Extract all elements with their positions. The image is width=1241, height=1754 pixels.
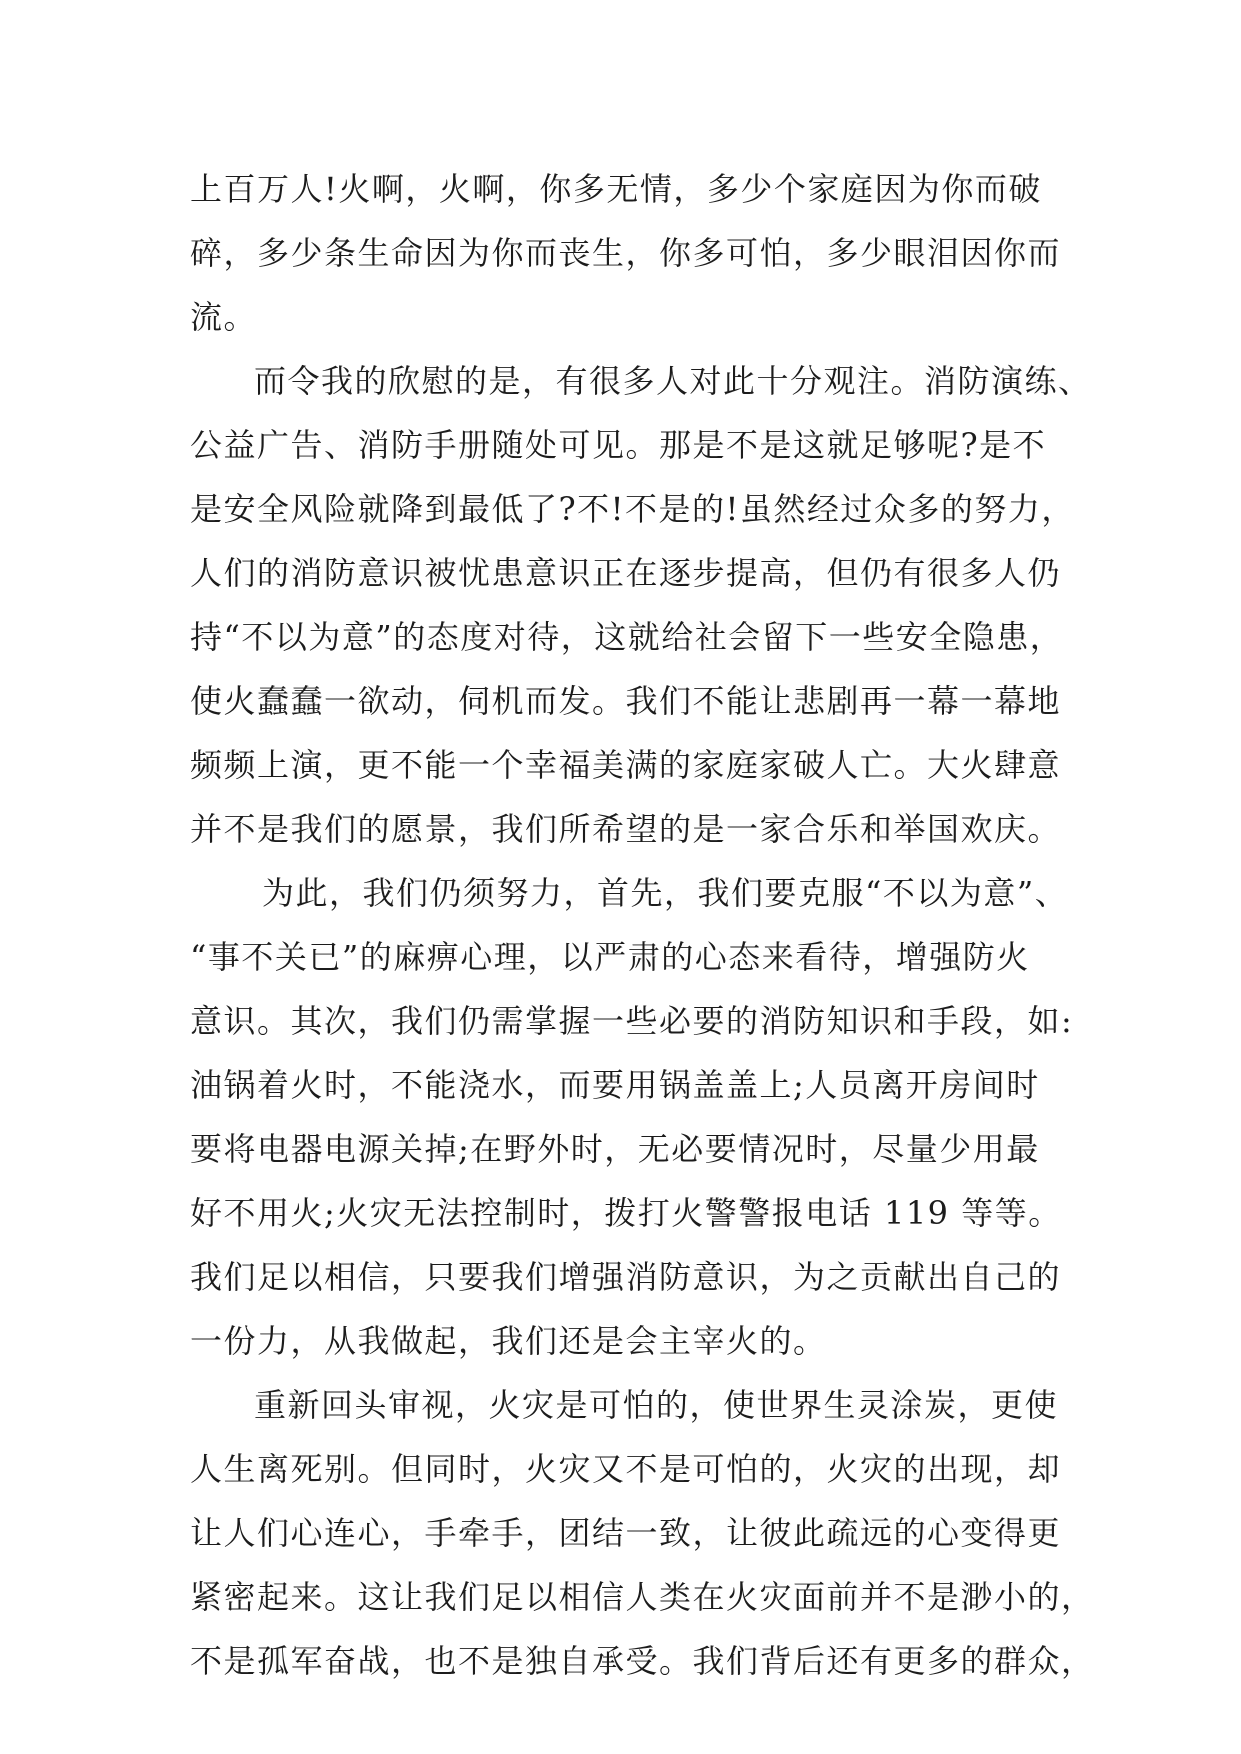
text-line: “事不关已”的麻痹心理，以严肃的心态来看待，增强防火 — [190, 938, 1030, 976]
text-line: 好不用火;火灾无法控制时，拨打火警警报电话 119 等等。 — [190, 1194, 1062, 1232]
text-line: 而令我的欣慰的是，有很多人对此十分观注。消防演练、 — [254, 362, 1092, 400]
text-line: 让人们心连心，手牵手，团结一致，让彼此疏远的心变得更 — [190, 1514, 1062, 1552]
text-line: 公益广告、消防手册随处可见。那是不是这就足够呢?是不 — [190, 426, 1047, 464]
text-line: 不是孤军奋战，也不是独自承受。我们背后还有更多的群众， — [190, 1642, 1095, 1680]
text-line: 紧密起来。这让我们足以相信人类在火灾面前并不是渺小的， — [190, 1578, 1095, 1616]
text-line: 频频上演，更不能一个幸福美满的家庭家破人亡。大火肆意 — [190, 746, 1062, 784]
text-line: 意识。其次，我们仍需掌握一些必要的消防知识和手段，如: — [190, 1002, 1074, 1040]
paragraph-2 — [190, 349, 1092, 861]
text-line: 油锅着火时，不能浇水，而要用锅盖盖上;人员离开房间时 — [190, 1066, 1040, 1104]
text-line: 并不是我们的愿景，我们所希望的是一家合乐和举国欢庆。 — [190, 810, 1062, 848]
text-line: 人生离死别。但同时，火灾又不是可怕的，火灾的出现，却 — [190, 1450, 1062, 1488]
text-line: 人们的消防意识被忧患意识正在逐步提高，但仍有很多人仍 — [190, 554, 1062, 592]
text-line: 我们足以相信，只要我们增强消防意识，为之贡献出自己的 — [190, 1258, 1062, 1296]
text-line: 碎，多少条生命因为你而丧生，你多可怕，多少眼泪因你而 — [190, 234, 1062, 272]
text-line: 是安全风险就降到最低了?不!不是的!虽然经过众多的努力， — [190, 490, 1075, 528]
paragraph-4 — [190, 1373, 1095, 1693]
text-line: 重新回头审视，火灾是可怕的，使世界生灵涂炭，更使 — [254, 1386, 1059, 1424]
text-line: 上百万人!火啊，火啊，你多无情，多少个家庭因为你而破 — [190, 170, 1042, 208]
text-line: 流。 — [190, 298, 258, 336]
text-line: 要将电器电源关掉;在野外时，无必要情况时，尽量少用最 — [190, 1130, 1040, 1168]
text-line: 为此，我们仍须努力，首先，我们要克服“不以为意”、 — [262, 874, 1069, 912]
text-line: 使火蠢蠢一欲动，伺机而发。我们不能让悲剧再一幕一幕地 — [190, 682, 1062, 720]
document-body — [190, 157, 1095, 1693]
paragraph-1 — [190, 157, 1070, 349]
text-line: 一份力，从我做起，我们还是会主宰火的。 — [190, 1322, 827, 1360]
paragraph-3 — [190, 861, 1074, 1373]
text-line: 持“不以为意”的态度对待，这就给社会留下一些安全隐患， — [190, 618, 1064, 656]
